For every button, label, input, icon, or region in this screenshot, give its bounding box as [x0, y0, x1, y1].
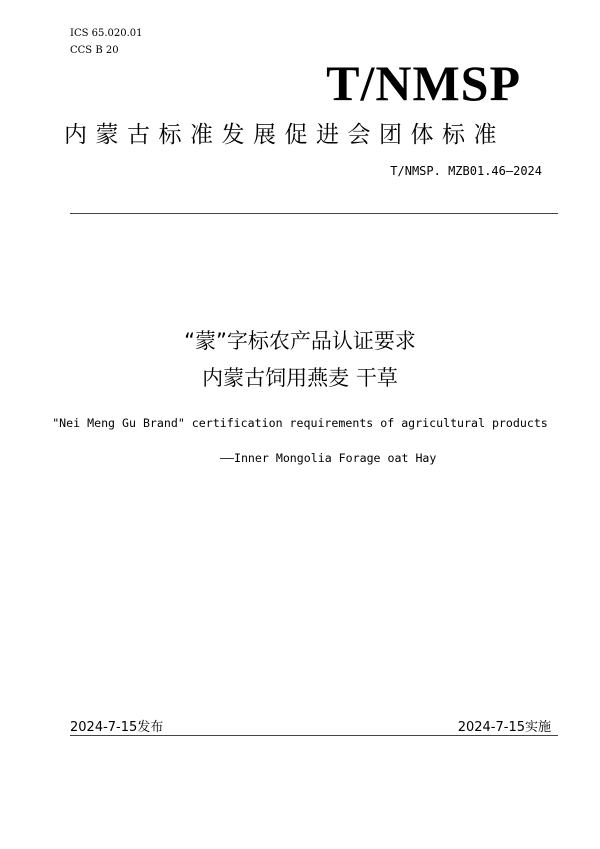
organization-name: 内蒙古标准发展促进会团体标准 — [64, 122, 505, 148]
top-divider — [70, 213, 558, 214]
ccs-code: CCS B 20 — [70, 45, 119, 56]
title-chinese-line2: 内蒙古饲用燕麦 干草 — [202, 366, 398, 390]
standard-number: T/NMSP. MZB01.46—2024 — [390, 164, 542, 178]
implementation-date: 2024-7-15实施 — [457, 720, 551, 735]
title-english-line1: "Nei Meng Gu Brand" certification requirements of agricultural products — [52, 416, 548, 430]
title-chinese-line1: “蒙”字标农产品认证要求 — [184, 329, 416, 353]
ics-code: ICS 65.020.01 — [70, 28, 143, 39]
brand-logo-text: T/NMSP — [326, 55, 521, 111]
bottom-divider — [70, 735, 558, 736]
issue-date: 2024-7-15发布 — [70, 720, 164, 735]
title-english-line2: ——Inner Mongolia Forage oat Hay — [220, 451, 437, 465]
